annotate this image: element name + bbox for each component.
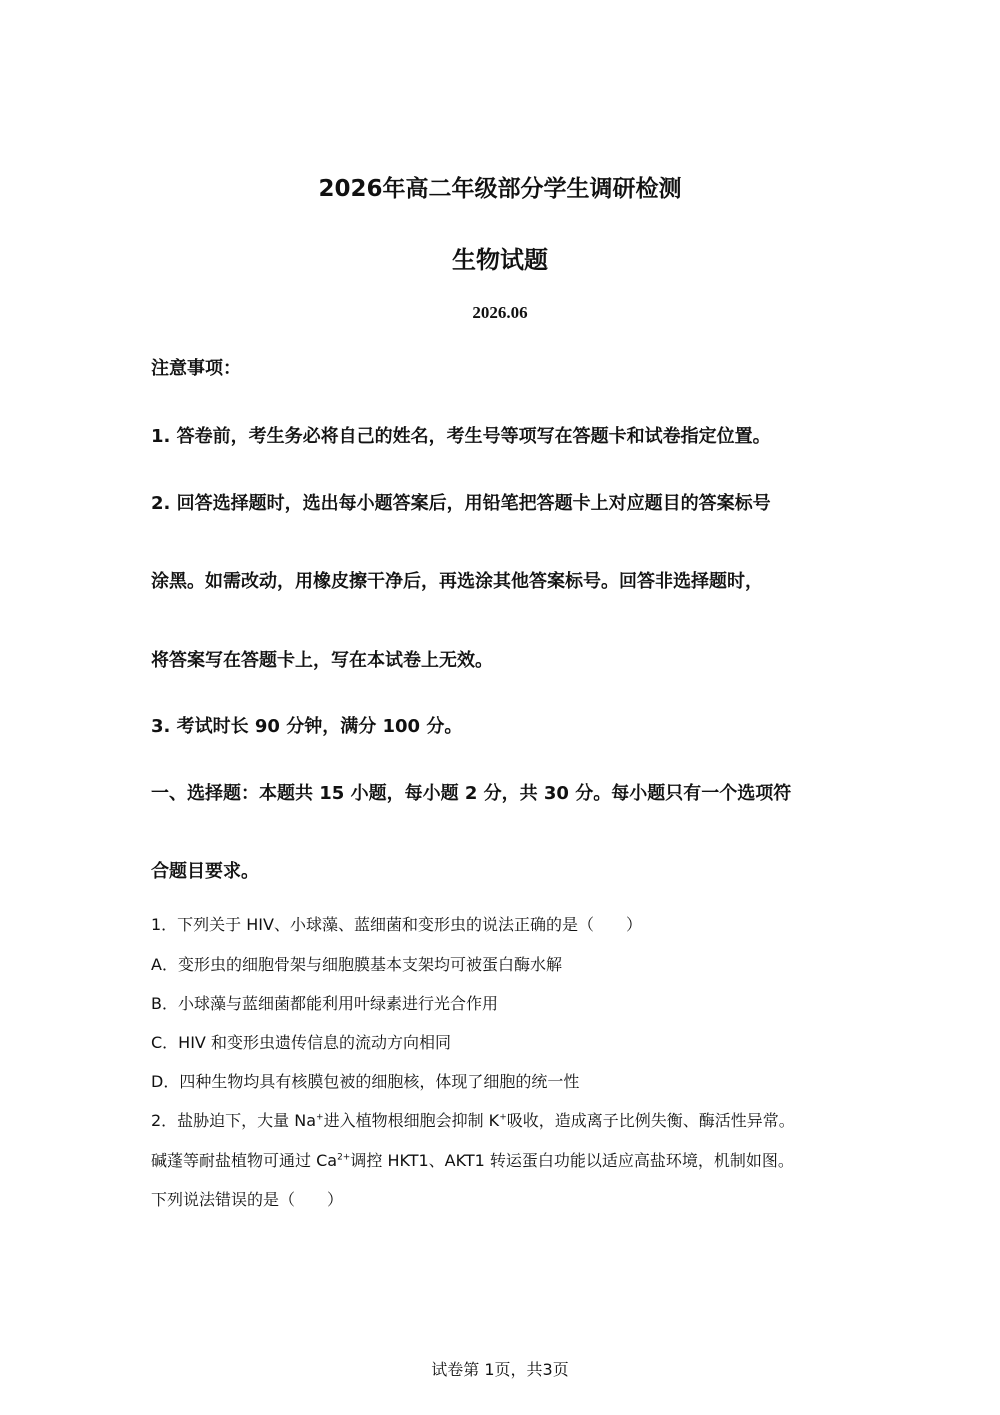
notice-item-2: 2. 回答选择题时，选出每小题答案后，用铅笔把答题卡上对应题目的答案标号 [151, 493, 771, 514]
question-1-option-b: B．小球藻与蓝细菌都能利用叶绿素进行光合作用 [151, 994, 498, 1013]
question-2-line-1: 2．盐胁迫下，大量 Na+进入植物根细胞会抑制 K+吸收，造成离子比例失衡、酶活性异常。 [151, 1111, 795, 1130]
exam-date: 2026.06 [472, 303, 528, 322]
notice-item-1: 1. 答卷前，考生务必将自己的姓名，考生号等项写在答题卡和试卷指定位置。 [151, 426, 771, 447]
question-1-option-a: A．变形虫的细胞骨架与细胞膜基本支架均可被蛋白酶水解 [151, 955, 562, 974]
notice-heading: 注意事项： [151, 358, 241, 379]
question-1-option-d: D．四种生物均具有核膜包被的细胞核，体现了细胞的统一性 [151, 1072, 580, 1091]
subject-title: 生物试题 [452, 246, 548, 274]
question-1-option-c: C．HIV 和变形虫遗传信息的流动方向相同 [151, 1033, 451, 1052]
notice-item-3: 3. 考试时长 90 分钟，满分 100 分。 [151, 716, 463, 737]
page-footer: 试卷第 1页，共3页 [431, 1360, 569, 1379]
exam-title: 2026年高二年级部分学生调研检测 [318, 176, 682, 202]
section-heading: 一、选择题：本题共 15 小题，每小题 2 分，共 30 分。每小题只有一个选项符 [151, 783, 792, 804]
question-1-stem: 1．下列关于 HIV、小球藻、蓝细菌和变形虫的说法正确的是（ ） [151, 915, 642, 934]
notice-item-2-end: 将答案写在答题卡上，写在本试卷上无效。 [151, 650, 493, 671]
section-heading-cont: 合题目要求。 [151, 861, 259, 882]
question-2-line-3: 下列说法错误的是（ ） [151, 1190, 344, 1209]
question-2-line-2: 碱蓬等耐盐植物可通过 $Ca^{2+}$调控 HKT1、AKT1 转运蛋白功能以适应高盐环境，机制如图。 [151, 1151, 794, 1170]
notice-item-2-cont: 涂黑。如需改动，用橡皮擦干净后，再选涂其他答案标号。回答非选择题时， [151, 571, 763, 592]
